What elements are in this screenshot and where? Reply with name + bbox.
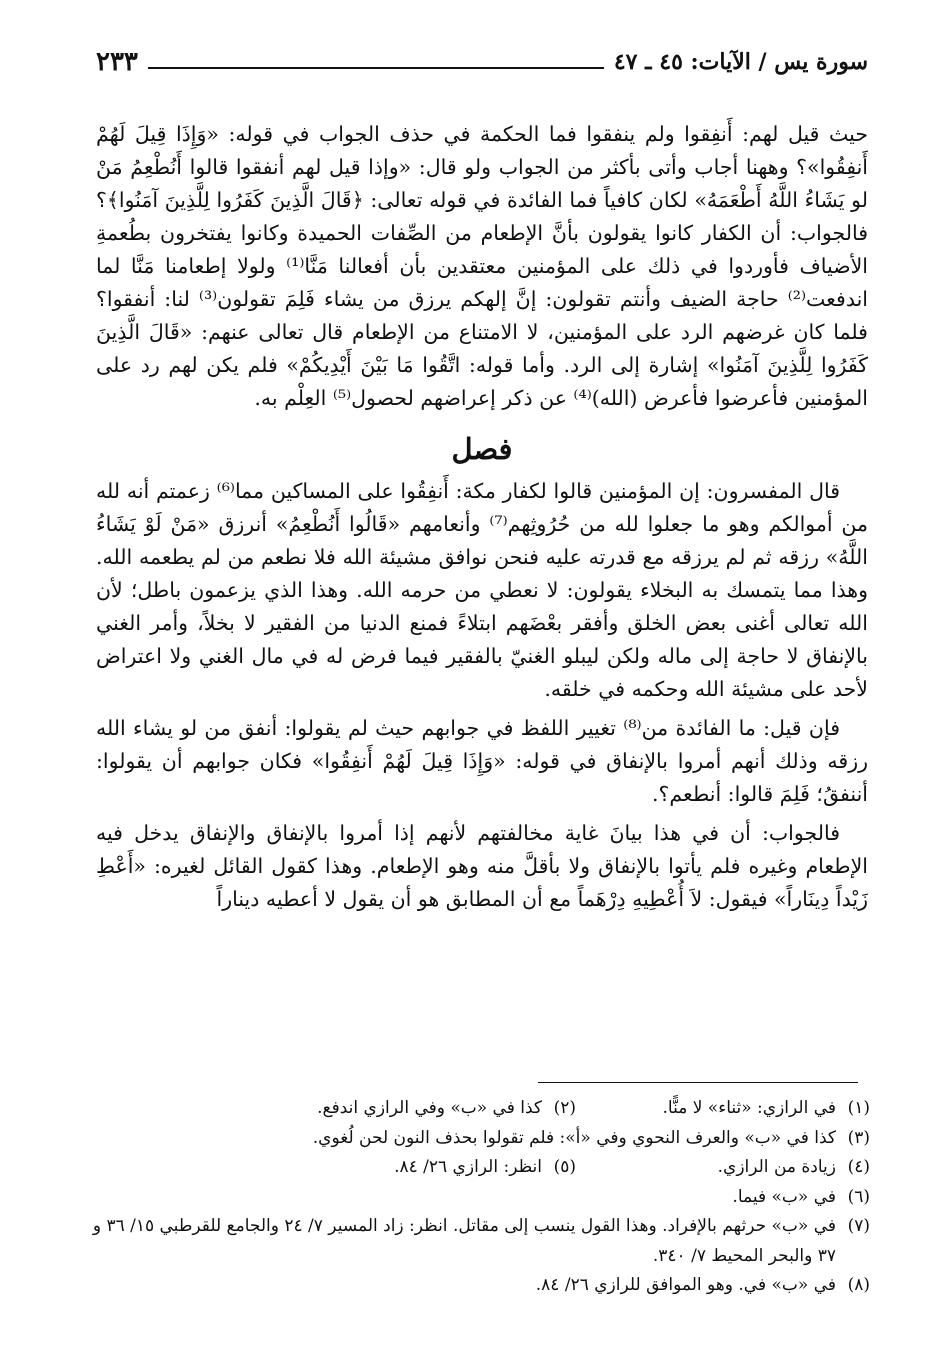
footnote-number: (٨) [847, 1275, 870, 1295]
paragraph-2: قال المفسرون: إن المؤمنين قالوا لكفار مكة: أَنفِقُوا على المساكين مما⁽⁶⁾ زعمتم أنه لله من أموالكم وهو ما جعلوا لله من حُرُوثِهم⁽⁷⁾ وأنعامهم «قَالُوا أَنُطْعِمُ» أنرزق «مَنْ لَوْ يَشَاءُ اللَّهُ» رزقه ثم لم يرزقه مع قدرته عليه فنحن نوافق مشيئة الله فلا نطعم من لم يطعمه الله. وهذا مما يتمسك به البخلاء يقولون: لا نعطي من حرمه الله. وهذا الذي يزعمون باطل؛ لأن الله تعالى أغنى بعض الخلق وأفقر بعْضَهم ابتلاءً فمنع الدنيا من الفقير لا بخلاً، وأمر الغني بالإنفاق لا حاجة إلى ماله ولكن ليبلو الغنيّ بالفقير فيما فرض له في مال الغني ولا اعتراض لأحد على مشيئة الله وحكمه في خلقه. [96, 479, 868, 701]
paragraph-3: فإن قيل: ما الفائدة من⁽⁸⁾ تغيير اللفظ في جوابهم حيث لم يقولوا: أنفق من لو يشاء الله رزقه وذلك أنهم أمروا بالإنفاق في قوله: «وَإِذَا قِيلَ لَهُمْ أَنفِقُوا» فكان جوابهم أن يقولوا: أننفقُ؛ فَلِمَ قالوا: أنطعم؟. [96, 716, 868, 806]
section-title: فصل [451, 432, 513, 466]
footnote-number: (٧) [847, 1216, 870, 1236]
footnote-text: زيادة من الرازي. [717, 1157, 836, 1177]
footnote-number: (٤) [847, 1157, 870, 1177]
footnote-text: في «ب» حرثهم بالإفراد. وهذا القول ينسب إلى مقاتل. انظر: زاد المسير ٧/ ٢٤ والجامع للقرطبي ١٥/ ٣٦ و ٣٧ والبحر المحيط ٧/ ٣٤٠. [92, 1216, 836, 1266]
footnote-number: (٣) [847, 1127, 870, 1148]
footnote-row [80, 1212, 870, 1271]
header-rule [148, 55, 604, 69]
main-text [96, 118, 868, 916]
footnote-number: (٥) [553, 1157, 576, 1177]
footnote-text: في «ب» في. وهو الموافق للرازي ٢٦/ ٨٤. [535, 1275, 836, 1295]
footnote-row [80, 1124, 870, 1154]
footnote-number: (٦) [847, 1186, 870, 1207]
footnote-number: (٢) [553, 1098, 576, 1118]
running-title: سورة يس / الآيات: ٤٥ ـ ٤٧ [613, 49, 868, 75]
footnote-text: انظر: الرازي ٢٦/ ٨٤. [394, 1157, 542, 1177]
footnote-text: في الرازي: «ثناء» لا منًّا. [662, 1098, 836, 1118]
footnote-text: كذا في «ب» والعرف النحوي وفي «أ»: فلم تقولوا بحذف النون لحن لُغوي. [312, 1127, 836, 1148]
footnote-row [80, 1183, 870, 1213]
footnote-separator [538, 1082, 858, 1083]
paragraph-4: فالجواب: أن في هذا بيانَ غاية مخالفتهم لأنهم إذا أمروا بالإنفاق والإنفاق يدخل فيه الإطعام وغيره فلم يأتوا بالإنفاق ولا بأقلَّ منه وهو الإطعام. وهذا كقول القائل لغيره: «أَعْطِ زَيْداً دِينَاراً» فيقول: لاَ أُعْطِيهِ دِرْهَماً مع أن المطابق هو أن يقول لا أعطيه ديناراً [96, 821, 868, 911]
footnote-number: (١) [847, 1098, 870, 1118]
footnote-text: في «ب» فيما. [732, 1186, 836, 1207]
footnote-row [80, 1094, 870, 1124]
footnote-row [80, 1153, 870, 1183]
footnote-row [80, 1271, 870, 1301]
page-number: ٢٣٣ [96, 47, 138, 77]
footnotes [80, 1094, 870, 1301]
page-header [96, 42, 868, 82]
footnote-text: كذا في «ب» وفي الرازي اندفع. [317, 1098, 542, 1118]
paragraph-1: حيث قيل لهم: أَنفِقوا ولم ينفقوا فما الحكمة في حذف الجواب في قوله: «وَإِذَا قِيلَ لَهُمْ أَنفِقُوا»؟ وههنا أجاب وأتى بأكثر من الجواب ولو قال: «وإذا قيل لهم أنفقوا قالوا أَنُطْعِمُ مَنْ لو يَشَاءُ اللَّهُ أَطْعَمَهُ» لكان كافياً فما الفائدة في قوله تعالى: ﴿قَالَ الَّذِينَ كَفَرُوا لِلَّذِينَ آمَنُوا﴾؟ فالجواب: أن الكفار كانوا يقولون بأنَّ الإطعام من الصِّفات الحميدة وكانوا يفتخرون بطُعمةِ الأضياف فأوردوا في ذلك على المؤمنين معتقدين بأن أفعالنا مَنَّا⁽¹⁾ ولولا إطعامنا مَنَّا لما اندفعت⁽²⁾ حاجة الضيف وأنتم تقولون: إنَّ إلهكم يرزق من يشاء فَلِمَ تقولون⁽³⁾ لنا: أنفقوا؟ فلما كان غرضهم الرد على المؤمنين، لا الامتناع من الإطعام قال تعالى عنهم: «قَالَ الَّذِينَ كَفَرُوا لِلَّذِينَ آمَنُوا» إشارة إلى الرد. وأما قوله: اتَّقُوا مَا بَيْنَ أَيْدِيكُمْ» فلم يكن لهم رد على المؤمنين فأعرضوا فأعرض (الله)⁽⁴⁾ عن ذكر إعراضهم لحصول⁽⁵⁾ العِلْم به. [96, 122, 868, 410]
